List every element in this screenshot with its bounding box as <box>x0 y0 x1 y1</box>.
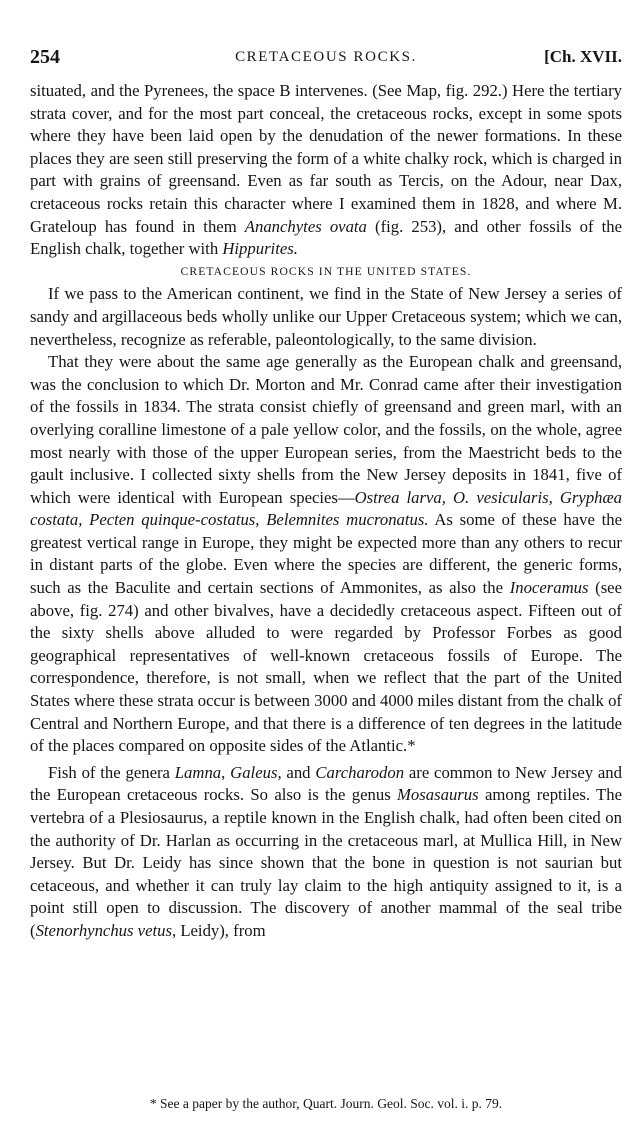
genus-name: Lamna <box>174 762 222 782</box>
paragraph-continued: situated, and the Pyrenees, the space B intervenes. (See Map, fig. 292.) Here the tertiary strata cover, and for the most part conceal, the cretaceous rocks, except in some spots where they have been laid open by the denudation of the newer formations. In these places they are seen still preserving the form of a white chalky rock, which is charged in part with grains of greensand. Even as far south as Tercis, on the Adour, near Dax, cretaceous rocks retain this character where I examined them in 1828, and where M. Grateloup has found in them Ananchytes ovata (fig. 253), and other fossils of the English chalk, together with Hippurites. <box>30 81 623 259</box>
genus-name: Mosasaurus <box>397 785 479 805</box>
footnote: * See a paper by the author, Quart. Journ. Geol. Soc. vol. i. p. 79. <box>149 1096 503 1111</box>
page-number: 254 <box>30 46 60 68</box>
body-text <box>30 80 622 943</box>
species-name: Stenorhynchus vetus <box>35 920 172 940</box>
running-header <box>30 46 622 72</box>
paragraph: Fish of the genera Lamna, Galeus, and Carcharodon are common to New Jersey and the European cretaceous rocks. So also is the genus Mosasaurus among reptiles. The vertebra of a Plesiosaurus, a reptile known in the English chalk, had often been cited on the authority of Dr. Harlan as occurring in the cretaceous marl, at Mullica Hill, in New Jersey. But Dr. Leidy has since shown that the bone in question is not saurian but cetaceous, and whether it can truly lay claim to the high antiquity assigned to it, is a point still open to discussion. The discovery of another mammal of the seal tribe (Stenorhynchus vetus, Leidy), from <box>30 762 622 940</box>
genus-name: Carcharodon <box>315 762 405 782</box>
running-title: CRETACEOUS ROCKS. <box>235 49 417 65</box>
species-list: Ostrea larva, O. vesicularis, Gryphæa costata, Pecten quinque-costatus, Belemnites mucronatus. <box>30 487 622 530</box>
chapter-label: [Ch. XVII. <box>544 47 622 66</box>
fossil-name: Hippurites. <box>222 239 298 259</box>
paragraph: If we pass to the American continent, we find in the State of New Jersey a series of sandy and argillaceous beds wholly unlike our Upper Cretaceous system; which we can, nevertheless, recognize as referable, paleontologically, to the same division. <box>30 284 622 349</box>
genus-name: Inoceramus <box>509 578 589 598</box>
fossil-name: Ananchytes ovata <box>244 216 367 236</box>
section-heading: CRETACEOUS ROCKS IN THE UNITED STATES. <box>180 264 472 278</box>
genus-name: Galeus <box>230 762 278 782</box>
paragraph: That they were about the same age generally as the European chalk and greensand, was the conclusion to which Dr. Morton and Mr. Conrad came after their investigation of the fossils in 1834. The strata consist chiefly of greensand and green marl, with an overlying coralline limestone of a pale yellow color, and the fossils, on the whole, agree most nearly with those of the upper European series, from the Maestricht beds to the gault inclusive. I collected sixty shells from the New Jersey deposits in 1841, five of which were identical with European species—Ostrea larva, O. vesicularis, Gryphæa costata, Pecten quinque-costatus, Belemnites mucronatus. As some of these have the greatest vertical range in Europe, they might be expected more than any others to recur in distant parts of the globe. Even where the species are different, the generic forms, such as the Baculite and certain sections of Ammonites, as also the Inoceramus (see above, fig. 274) and other bivalves, have a decidedly cretaceous aspect. Fifteen out of the sixty shells above alluded to were regarded by Professor Forbes as good geographical representatives of well-known cretaceous fossils of Europe. The correspondence, therefore, is not small, when we reflect that the part of the United States where these strata occur is between 3000 and 4000 miles distant from the chalk of Central and Northern Europe, and that there is a difference of ten degrees in the latitude of the places compared on opposite sides of the Atlantic.* <box>30 352 622 756</box>
